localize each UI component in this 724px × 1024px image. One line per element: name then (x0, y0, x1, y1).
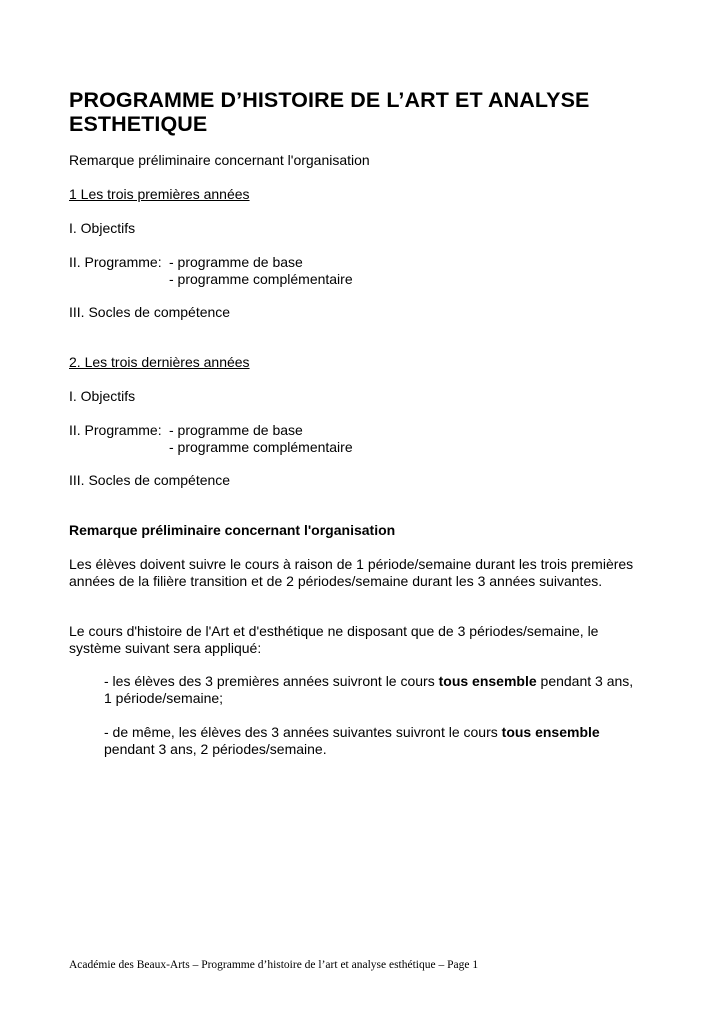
bullet-1-text-start: - les élèves des 3 premières années suivront le cours (104, 673, 439, 689)
toc-section2-programme-complementary: - programme complémentaire (169, 439, 353, 455)
toc-section1-programme-complementary: - programme complémentaire (169, 271, 353, 287)
page-footer: Académie des Beaux-Arts – Programme d’histoire de l’art et analyse esthétique – Page 1 (69, 959, 479, 971)
toc-section2-competence: III. Socles de compétence (69, 472, 231, 488)
bullet-2 (104, 724, 644, 758)
toc-section1-heading: 1 Les trois premières années (69, 186, 250, 202)
remark-heading: Remarque préliminaire concernant l'organisation (69, 522, 396, 538)
page-title: PROGRAMME D’HISTOIRE DE L’ART ET ANALYSE ESTHETIQUE (69, 88, 590, 136)
toc-remark: Remarque préliminaire concernant l'organisation (69, 152, 370, 168)
toc-section2-heading: 2. Les trois dernières années (69, 354, 250, 370)
bullet-2-text-start: - de même, les élèves des 3 années suivantes suivront le cours (104, 724, 502, 740)
toc-section1-objectives: I. Objectifs (69, 220, 136, 236)
toc-section2-programme-base: - programme de base (169, 422, 303, 438)
toc-section1-competence: III. Socles de compétence (69, 304, 231, 320)
paragraph-1: Les élèves doivent suivre le cours à raison de 1 période/semaine durant les trois premières années de la filière transition et de 2 périodes/semaine durant les 3 années suivantes. (69, 556, 634, 589)
bullet-2-text-end: pendant 3 ans, 2 périodes/semaine. (104, 741, 327, 757)
bullet-1-emphasis: tous ensemble (438, 673, 537, 689)
paragraph-2: Le cours d'histoire de l'Art et d'esthétique ne disposant que de 3 périodes/semaine, le système suivant sera appliqué: (69, 623, 599, 656)
bullet-2-emphasis: tous ensemble (501, 724, 600, 740)
toc-section1-programme-label: II. Programme: (69, 254, 162, 270)
toc-section2-objectives: I. Objectifs (69, 388, 136, 404)
bullet-1-text-end: pendant 3 ans, 1 période/semaine; (104, 673, 634, 706)
bullet-1 (104, 673, 644, 707)
toc-section2-programme-label: II. Programme: (69, 422, 162, 438)
toc-section1-programme-base: - programme de base (169, 254, 303, 270)
